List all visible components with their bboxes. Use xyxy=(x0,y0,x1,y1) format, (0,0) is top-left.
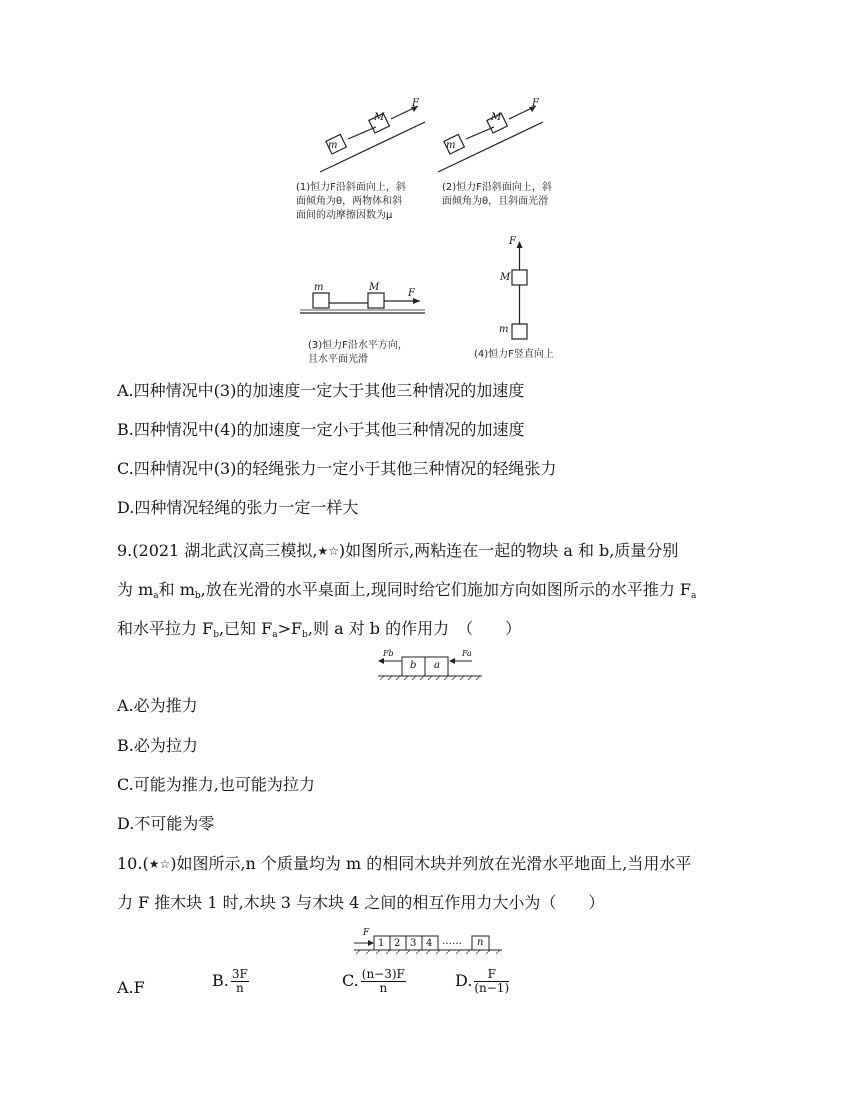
q9-text: 和 m xyxy=(158,580,195,599)
fig1-label-F: F xyxy=(412,98,419,109)
q10-option-b-numerator: 3F xyxy=(231,967,248,981)
q10-fig-block-2: 2 xyxy=(394,938,401,949)
fig3-caption xyxy=(308,339,408,367)
fig4-label-F: F xyxy=(509,236,516,247)
fig2-label-m: m xyxy=(446,140,456,151)
fig2-label-F: F xyxy=(532,98,539,109)
q9-sub: a xyxy=(272,630,278,640)
q9-sub: b xyxy=(302,630,308,640)
q10-option-c-fraction xyxy=(361,968,406,995)
q10-option-c-label: C. xyxy=(342,971,359,990)
q8-option-b[interactable]: B.四种情况中(4)的加速度一定小于其他三种情况的加速度 xyxy=(117,420,525,439)
q10-fig-dots: …… xyxy=(442,936,462,947)
q9-line1-rest: )如图所示,两粘连在一起的物块 a 和 b,质量分别 xyxy=(338,541,679,560)
q9-text: >F xyxy=(277,619,303,638)
q10-option-d-numerator: F xyxy=(474,968,509,982)
q10-line1-rest: )如图所示,n 个质量均为 m 的相同木块并列放在光滑水平地面上,当用水平 xyxy=(170,854,692,873)
q10-fig-label-F: F xyxy=(363,928,370,938)
q9-stem-line2 xyxy=(117,579,696,601)
fig1-label-M: M xyxy=(374,112,385,123)
q9-stem-line1 xyxy=(117,540,678,562)
fig1-label-m: m xyxy=(328,140,338,151)
q8-figure xyxy=(290,95,590,370)
fig2-caption xyxy=(442,181,552,209)
fig1-caption-line3: 面间的动摩擦因数为μ xyxy=(296,210,393,221)
fig4-caption: (4)恒力F竖直向上 xyxy=(474,349,554,360)
q10-option-b-fraction xyxy=(231,968,249,995)
q9-option-b[interactable]: B.必为拉力 xyxy=(117,736,198,755)
q8-option-a[interactable]: A.四种情况中(3)的加速度一定大于其他三种情况的加速度 xyxy=(117,381,525,400)
q10-fig-block-1: 1 xyxy=(378,938,385,949)
fig1-caption-line2: 面倾角为θ，两物体和斜 xyxy=(296,196,403,207)
q10-fig-block-4: 4 xyxy=(426,938,433,949)
q9-option-a[interactable]: A.必为推力 xyxy=(117,696,198,715)
fig2-caption-line2: 面倾角为θ，且斜面光滑 xyxy=(442,196,549,207)
q9-text: ,则 a 对 b 的作用力 （ ） xyxy=(307,619,522,638)
q10-option-a-text: A.F xyxy=(117,978,145,997)
fig3-caption-line1: (3)恒力F沿水平方向， xyxy=(308,340,408,351)
q10-fig-block-3: 3 xyxy=(410,938,417,949)
fig4-label-m: m xyxy=(499,324,509,335)
q10-fig-block-n: n xyxy=(477,937,484,948)
fig3-caption-line2: 且水平面光滑 xyxy=(308,354,368,365)
q9-text: 和水平拉力 F xyxy=(117,619,214,638)
q9-fig-label-a: a xyxy=(434,660,440,671)
q9-fig-label-b: b xyxy=(410,660,417,671)
q9-text: ,已知 F xyxy=(218,619,273,638)
q9-option-d[interactable]: D.不可能为零 xyxy=(117,814,215,833)
q10-prefix: 10.( xyxy=(117,854,149,873)
fig4-label-M: M xyxy=(500,272,511,283)
difficulty-star-icon: ★☆ xyxy=(148,857,171,871)
q9-prefix: 9.(2021 湖北武汉高三模拟, xyxy=(117,541,318,560)
q10-option-c-denominator: n xyxy=(379,981,388,995)
q10-option-b-label: B. xyxy=(212,971,229,990)
q9-text: 为 m xyxy=(117,580,154,599)
fig1-caption-line1: (1)恒力F沿斜面向上，斜 xyxy=(296,182,406,193)
q9-stem-line3 xyxy=(117,618,521,640)
q8-option-d[interactable]: D.四种情况轻绳的张力一定一样大 xyxy=(117,498,359,517)
q9-fig-label-Fa: Fa xyxy=(462,649,472,658)
fig3-label-m: m xyxy=(314,282,324,293)
q9-option-c[interactable]: C.可能为推力,也可能为拉力 xyxy=(117,775,315,794)
q10-stem-line1 xyxy=(117,853,691,875)
fig2-caption-line1: (2)恒力F沿斜面向上，斜 xyxy=(442,182,552,193)
q9-text: ,放在光滑的水平桌面上,现同时给它们施加方向如图所示的水平推力 F xyxy=(200,580,692,599)
q10-option-d-label: D. xyxy=(455,971,473,990)
q10-option-b[interactable] xyxy=(212,968,249,995)
difficulty-star-icon: ★☆ xyxy=(317,544,339,558)
q10-stem-line2: 力 F 推木块 1 时,木块 3 与木块 4 之间的相互作用力大小为（ ） xyxy=(117,893,605,912)
q8-option-c[interactable]: C.四种情况中(3)的轻绳张力一定小于其他三种情况的轻绳张力 xyxy=(117,459,557,478)
q10-option-d-denominator: (n−1) xyxy=(474,981,510,995)
q9-sub: a xyxy=(691,591,697,601)
q9-fig-label-Fb: Fb xyxy=(383,649,394,658)
q9-sub: a xyxy=(153,591,159,601)
fig3-label-F: F xyxy=(408,288,415,299)
q10-option-c-numerator: (n−3)F xyxy=(361,967,405,981)
q10-option-d-fraction xyxy=(474,968,509,995)
q10-option-c[interactable] xyxy=(342,968,406,995)
fig3-label-M: M xyxy=(369,282,380,293)
q9-sub: b xyxy=(194,591,201,601)
fig2-label-M: M xyxy=(491,112,502,123)
q9-sub: b xyxy=(213,630,219,640)
q10-option-a[interactable] xyxy=(117,977,145,999)
fig1-caption xyxy=(296,181,406,223)
q10-option-d[interactable] xyxy=(455,968,509,995)
q10-option-b-denominator: n xyxy=(235,981,244,995)
